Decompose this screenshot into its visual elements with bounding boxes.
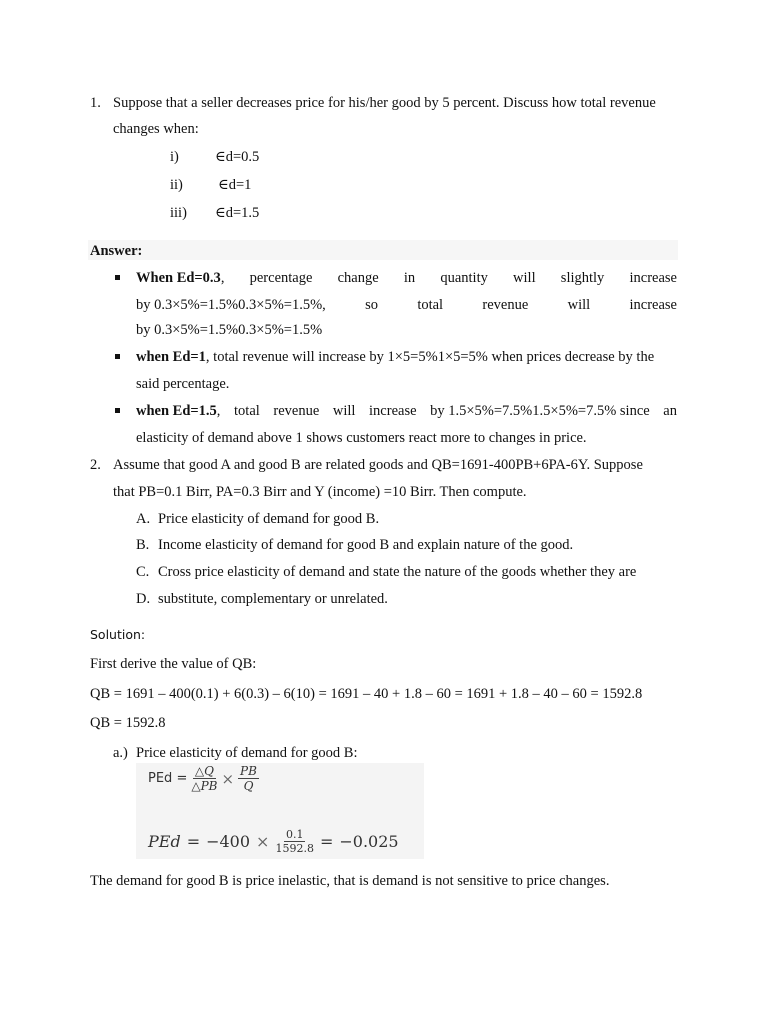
q2-item-label: C. [136, 564, 150, 580]
q1-text-line1: Suppose that a seller decreases price for his/her good by 5 percent. Discuss how total revenue [113, 95, 656, 111]
solution-qb-derivation: QB = 1691 – 400(0.1) + 6(0.3) – 6(10) = 1691 – 40 + 1.8 – 60 = 1691 + 1.8 – 40 – 60 = 1592.8 [90, 686, 643, 702]
formula-ped-calculation [148, 829, 399, 854]
q2-item-text: substitute, complementary or unrelated. [158, 591, 388, 607]
word: by 0.3×5%=1.5%0.3×5%=1.5%, [136, 297, 326, 313]
formula-numerator: PB [240, 764, 257, 778]
q2-text-line1: Assume that good A and good B are related goods and QB=1691-400PB+6PA-6Y. Suppose [113, 457, 643, 473]
q2-text-line2: that PB=0.1 Birr, PA=0.3 Birr and Y (income) =10 Birr. Then compute. [113, 484, 527, 500]
q1-case-label: ii) [170, 177, 183, 193]
word: percentage [249, 270, 313, 286]
answer-heading-band [88, 240, 678, 260]
answer-heading: Answer: [90, 243, 143, 259]
bullet-square-icon [115, 354, 120, 359]
formula-fraction [238, 765, 259, 792]
q1-case-value: ∈d=0.5 [215, 149, 260, 165]
formula-denominator: △PB [191, 779, 218, 793]
formula-fraction [191, 765, 217, 792]
answer-bullet1-line2 [136, 297, 677, 314]
q1-case-label: i) [170, 149, 179, 165]
word: increase [629, 297, 677, 313]
formula-times: × [221, 769, 235, 788]
answer-bullet1-line1 [136, 270, 677, 287]
formula-fraction [275, 829, 314, 854]
q2-item-text: Price elasticity of demand for good B. [158, 511, 380, 527]
solution-a-text: Price elasticity of demand for good B: [136, 745, 358, 761]
q2-number: 2. [90, 457, 101, 473]
word: will [332, 403, 356, 419]
answer-bullet3-bold: when Ed=1.5, [136, 403, 221, 419]
formula-ped-definition [148, 765, 259, 792]
formula-lhs: PEd = [148, 771, 188, 786]
q1-case-label: iii) [170, 205, 187, 221]
solution-a-label: a.) [113, 745, 128, 761]
bullet-square-icon [115, 275, 120, 280]
q2-item-label: A. [136, 511, 151, 527]
answer-bullet2-line2: said percentage. [136, 376, 230, 392]
answer-bullet1-bold: When Ed=0.3, [136, 270, 225, 286]
formula-numerator: 0.1 [285, 828, 304, 841]
q2-item-label: B. [136, 537, 150, 553]
word: total [234, 403, 260, 419]
bullet-square-icon [115, 408, 120, 413]
q1-case-value: ∈d=1 [218, 177, 252, 193]
q1-case-value: ∈d=1.5 [215, 205, 260, 221]
solution-heading: Solution: [90, 627, 146, 642]
formula-numerator: △Q [194, 764, 214, 778]
word: in [403, 270, 416, 286]
formula-result: −0.025 [339, 832, 399, 851]
word: quantity [440, 270, 488, 286]
solution-qb-result: QB = 1592.8 [90, 715, 166, 731]
q2-item-text: Cross price elasticity of demand and state the nature of the goods whether they are [158, 564, 637, 580]
word: change [337, 270, 379, 286]
answer-bullet1-line3: by 0.3×5%=1.5%0.3×5%=1.5% [136, 322, 323, 338]
formula-denominator: 1592.8 [275, 842, 314, 855]
word: total [417, 297, 444, 313]
answer-bullet3-line1 [136, 403, 677, 420]
formula-equals: = [186, 832, 201, 851]
word: will [513, 270, 536, 286]
word: increase [629, 270, 677, 286]
formula-equals: = [319, 832, 334, 851]
answer-bullet2-line1: when Ed=1, total revenue will increase by 1×5=5%1×5=5% when prices decrease by the [136, 349, 655, 365]
q2-item-label: D. [136, 591, 151, 607]
word: increase [369, 403, 417, 419]
word: will [567, 297, 591, 313]
word: revenue [482, 297, 529, 313]
word: revenue [273, 403, 320, 419]
formula-denominator: Q [243, 779, 254, 793]
q2-item-text: Income elasticity of demand for good B and explain nature of the good. [158, 537, 574, 553]
word: slightly [560, 270, 605, 286]
word: so [365, 297, 378, 313]
word: by 1.5×5%=7.5%1.5×5%=7.5% since [430, 403, 650, 419]
q1-text-line2: changes when: [113, 121, 199, 137]
solution-conclusion: The demand for good B is price inelastic, that is demand is not sensitive to price changes. [90, 873, 610, 889]
formula-coefficient: −400 [206, 832, 251, 851]
q1-number: 1. [90, 95, 101, 111]
formula-times: × [256, 832, 270, 851]
word: an [663, 403, 677, 419]
formula-lhs: PEd [148, 832, 181, 851]
answer-bullet3-line2: elasticity of demand above 1 shows customers react more to changes in price. [136, 430, 587, 446]
solution-line1: First derive the value of QB: [90, 656, 257, 672]
